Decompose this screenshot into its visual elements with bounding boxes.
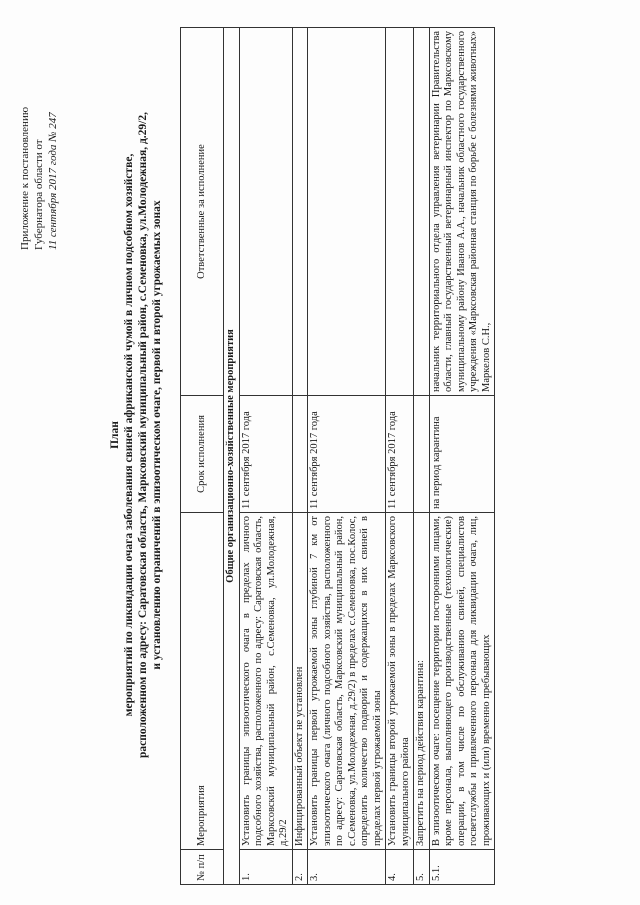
header-term: Срок исполнения bbox=[181, 396, 224, 513]
row-responsible bbox=[239, 28, 292, 396]
appendix-line-3: 11 сентября 2017 года № 247 bbox=[47, 112, 59, 250]
header-responsible: Ответственные за исполнение bbox=[181, 28, 224, 396]
row-num: 1. bbox=[239, 850, 292, 885]
row-responsible bbox=[308, 28, 386, 396]
row-term bbox=[414, 396, 430, 513]
row-activity: Установить границы второй угрожаемой зоны в пределах Марксовского муниципального района bbox=[386, 513, 414, 850]
plan-title: План bbox=[109, 421, 121, 449]
row-num: 5.1. bbox=[429, 850, 495, 885]
table-row bbox=[429, 28, 495, 885]
appendix-line-1: Приложение к постановлению bbox=[19, 106, 31, 250]
table-header-row bbox=[181, 28, 224, 885]
plan-table bbox=[180, 27, 495, 885]
row-term: 11 сентября 2017 года bbox=[308, 396, 386, 513]
plan-subtitle-1: мероприятий по ликвидации очага заболевания свиней африканской чумой в личном подсобном хозяйстве, bbox=[123, 153, 135, 717]
row-activity: Запретить на период действия карантина: bbox=[414, 513, 430, 850]
row-term bbox=[292, 396, 308, 513]
row-responsible bbox=[386, 28, 414, 396]
row-activity: Установить границы эпизоотического очага в пределах личного подсобного хозяйства, расположенного по адресу: Саратовская область, Марксовский муниципальный район, с.Семеновка, ул.Молодежная, д.29/2 bbox=[239, 513, 292, 850]
table-row bbox=[239, 28, 292, 885]
plan-subtitle-3: и установлению ограничений в эпизоотическом очаге, первой и второй угрожаемых зонах bbox=[151, 200, 163, 670]
row-num: 5. bbox=[414, 850, 430, 885]
appendix-line-2: Губернатора области от bbox=[33, 139, 45, 250]
plan-subtitle-2: расположенном по адресу: Саратовская область, Марксовский муниципальный район, с.Семеновка, ул.Молодежная, д.29/2, bbox=[137, 111, 149, 759]
table-row bbox=[414, 28, 430, 885]
row-responsible bbox=[414, 28, 430, 396]
row-activity: В эпизоотическом очаге: посещение территории посторонними лицами, кроме персонала, выполняющего производственные (технологические) операции, в том числе по обслуживанию свиней, специалистов госветслужбы и привлеченного персонала для ликвидации очага, лиц, проживающих и (или) временно пребывающих bbox=[429, 513, 495, 850]
table-row bbox=[292, 28, 308, 885]
section-row bbox=[224, 28, 240, 885]
table-row bbox=[308, 28, 386, 885]
plan-title-block bbox=[108, 55, 164, 815]
row-num: 4. bbox=[386, 850, 414, 885]
row-responsible: начальник территориального отдела управления ветеринарии Правительства области, главный государственный ветеринарный инспектор по Марксовскому муниципальному району Иванов А.А., начальник областного государственного учреждения «Марксовская районная станция по борьбе с болезнями животных» Маркелов С.Н., bbox=[429, 28, 495, 396]
header-num: № п/п bbox=[181, 850, 224, 885]
row-activity: Инфицированный объект не установлен bbox=[292, 513, 308, 850]
row-num: 3. bbox=[308, 850, 386, 885]
appendix-note bbox=[18, 0, 60, 250]
row-term: на период карантина bbox=[429, 396, 495, 513]
section-title: Общие организационно-хозяйственные мероприятия bbox=[224, 28, 240, 885]
row-responsible bbox=[292, 28, 308, 396]
header-activity: Мероприятия bbox=[181, 513, 224, 850]
row-term: 11 сентября 2017 года bbox=[239, 396, 292, 513]
row-term: 11 сентября 2017 года bbox=[386, 396, 414, 513]
row-num: 2. bbox=[292, 850, 308, 885]
table-row bbox=[386, 28, 414, 885]
row-activity: Установить границы первой угрожаемой зоны глубиной 7 км от эпизоотического очага (личного подсобного хозяйства, расположенного по адресу: Саратовская область, Марксовский муниципальный район, с.Семеновка, ул.Молодежная, д.29/2) в пределах с.Семеновка, пос.Колос, определить количество подворий и содержащихся в них свиней в пределах первой угрожаемой зоны bbox=[308, 513, 386, 850]
